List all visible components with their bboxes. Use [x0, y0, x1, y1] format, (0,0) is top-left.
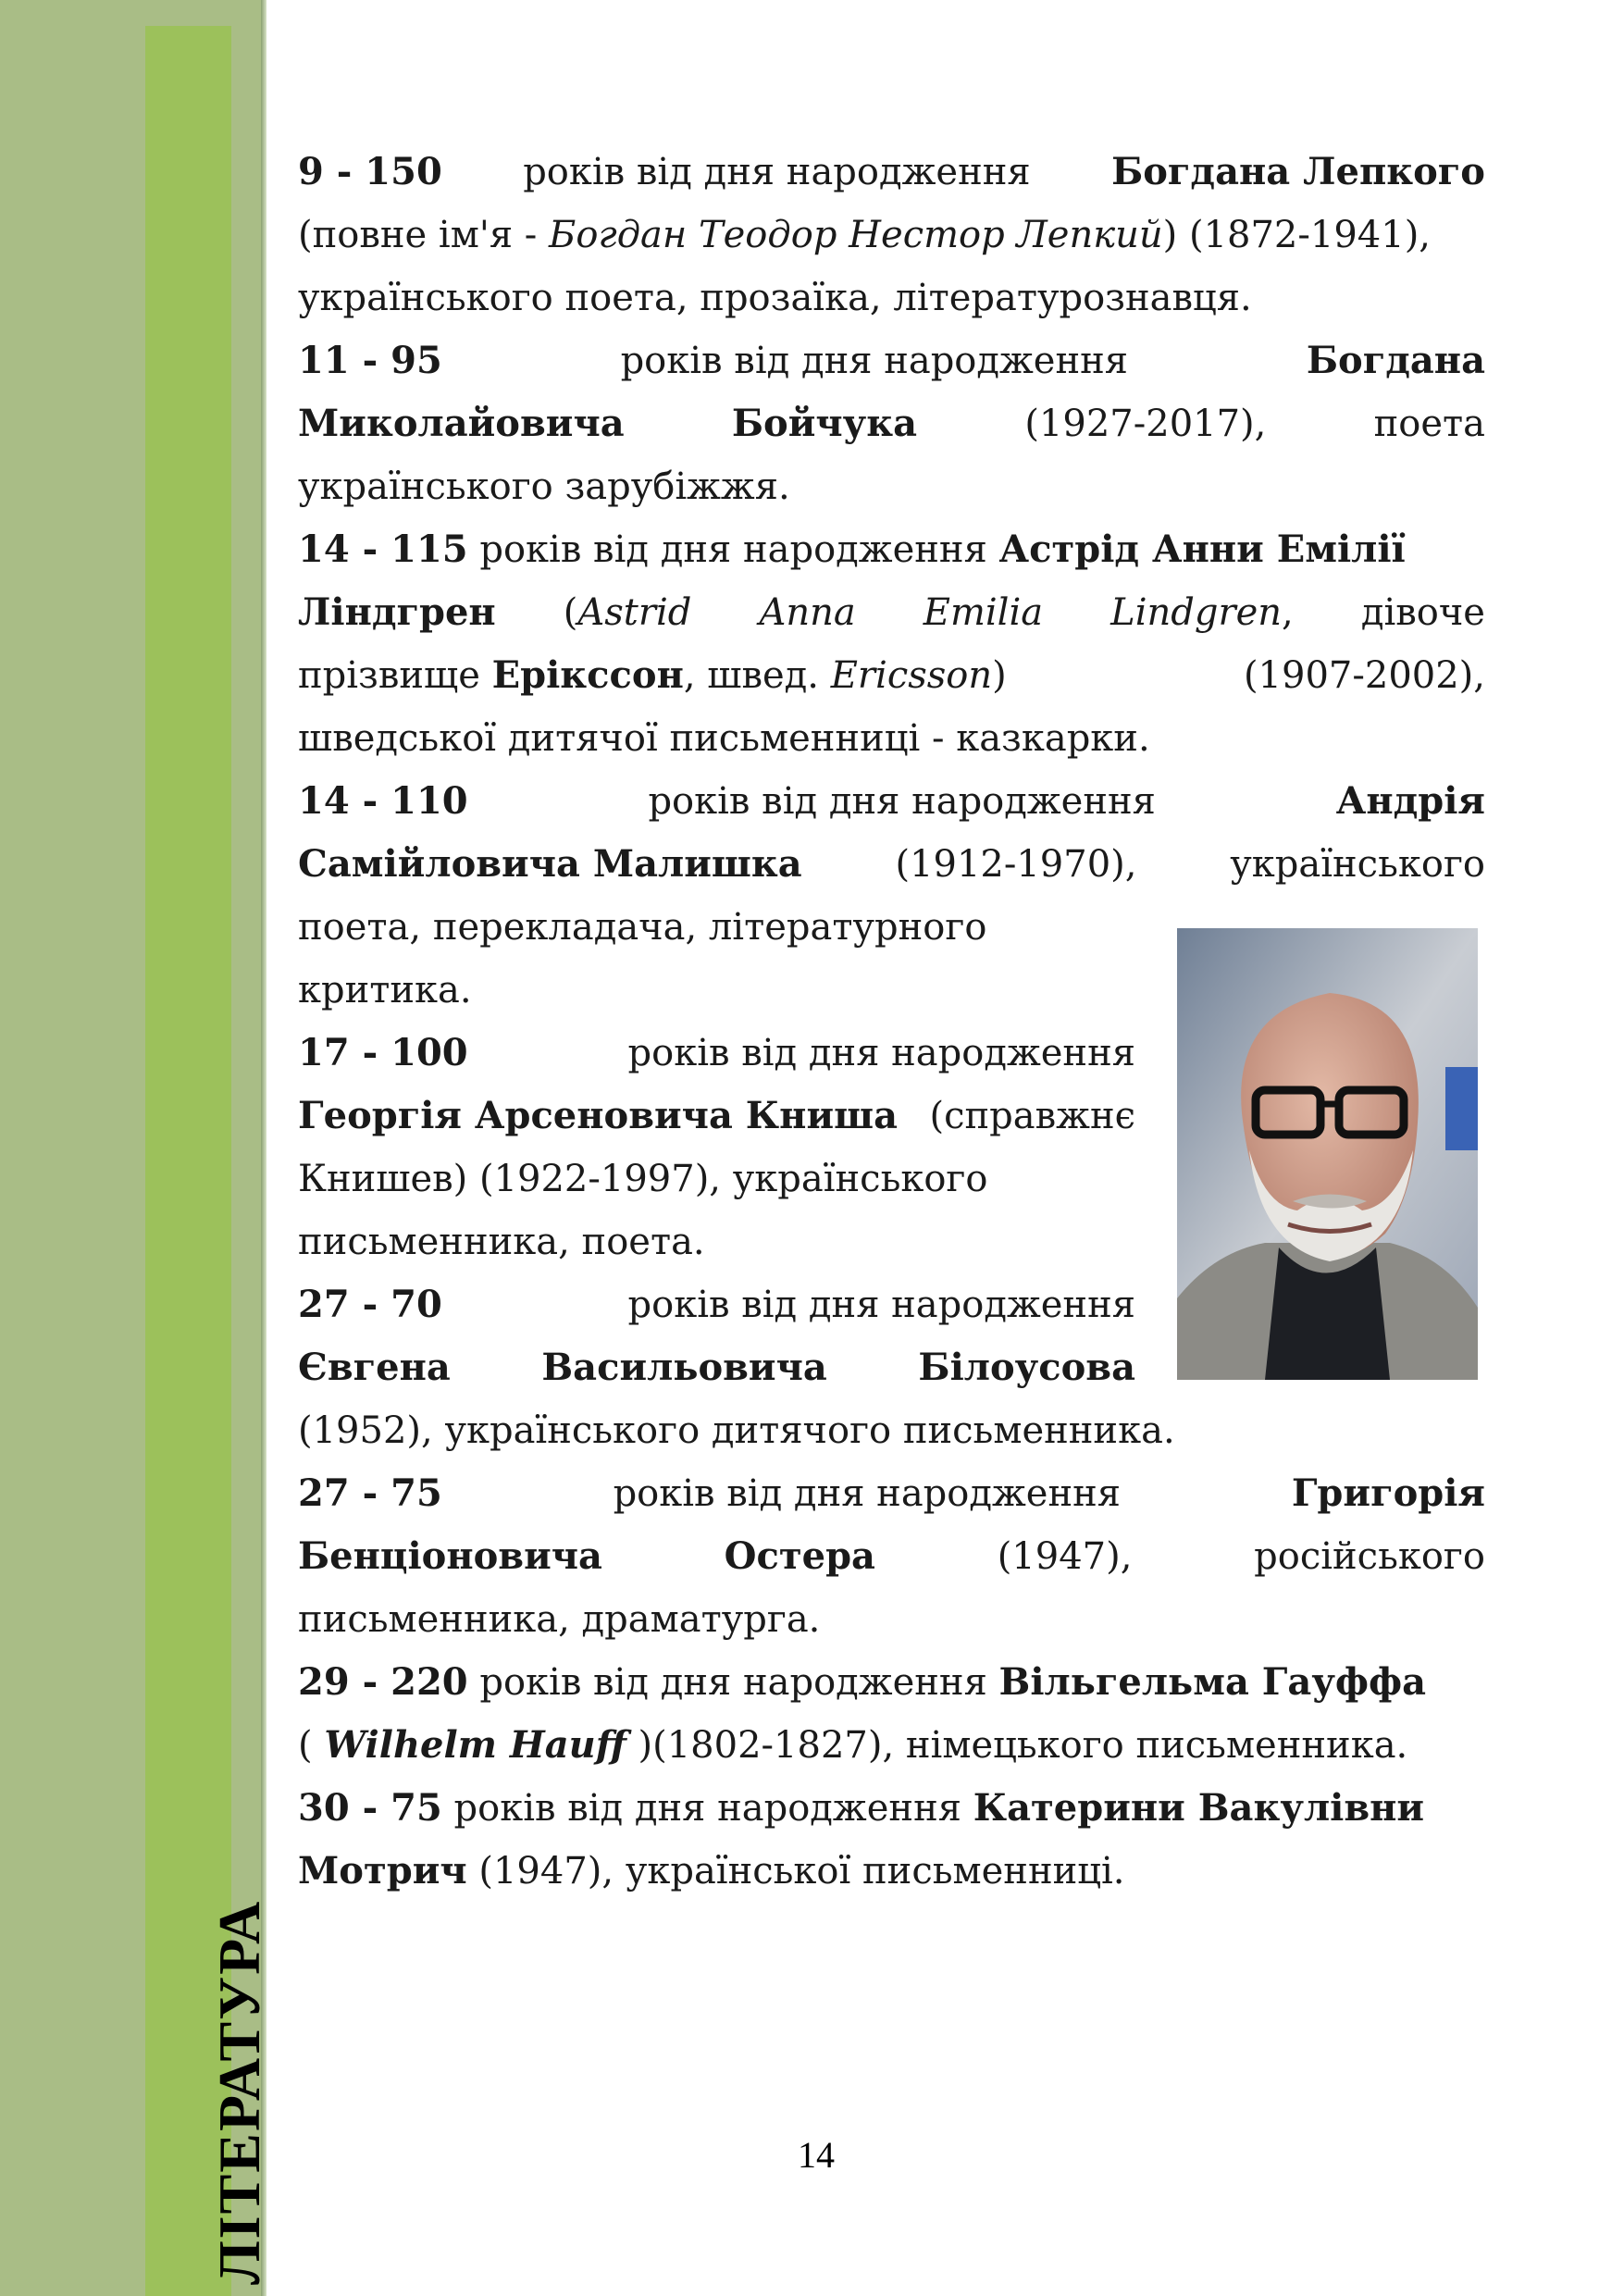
entry-years: (1912-1970), — [895, 843, 1137, 886]
list-item: 27 - 70 років від дня народження Євгена Васильовича Білоусова (1952), українського дитячого письменника. — [298, 1273, 1485, 1462]
sidebar-title: ЛІТЕРАТУРА — [206, 1899, 272, 2285]
entry-date: 14 - 110 — [298, 779, 468, 823]
entry-name: Вільгельма Гауффа — [998, 1660, 1426, 1704]
entry-date: 11 - 95 — [298, 339, 442, 382]
list-item: 29 - 220 років від дня народження Вільгельма Гауффа ( Wilhelm Hauff )(1802-1827), німецького письменника. — [298, 1660, 1426, 1767]
entry-name: Андрія — [1335, 779, 1485, 823]
list-item: 14 - 115 років від дня народження Астрід Анни Емілії Ліндгрен (Astrid Anna Emilia Lindgren, дівоче прізвище Ерікссон, швед. Ericsson) (1907-2002), шведської дитячої письменниці - казкарки. — [298, 527, 1485, 760]
entry-full-name: Богдан Теодор Нестор Лепкий — [549, 214, 1163, 256]
entry-date: 30 - 75 — [298, 1786, 442, 1830]
entry-name: Григорія — [1291, 1471, 1485, 1515]
list-item: 30 - 75 років від дня народження Катерини Вакулівни Мотрич (1947), української письменниці. — [298, 1786, 1425, 1893]
list-item: 14 - 110 років від дня народження Андрія Самійловича Малишка (1912-1970), українського поета, перекладача, літературного критика. — [298, 770, 1485, 1022]
entry-years: (1927-2017), — [1024, 403, 1267, 445]
entry-date: 27 - 70 — [298, 1283, 442, 1326]
entry-date: 17 - 100 — [298, 1031, 468, 1074]
portrait-photo — [1177, 928, 1478, 1380]
entry-years: (1947), — [997, 1535, 1133, 1578]
entry-date: 29 - 220 — [298, 1660, 468, 1704]
entry-name: Катерини Вакулівни — [973, 1786, 1425, 1830]
entry-name: Богдана Лепкого — [1111, 150, 1485, 193]
entry-date: 27 - 75 — [298, 1471, 442, 1515]
entry-date: 14 - 115 — [298, 527, 468, 571]
list-item: 17 - 100 років від дня народження Георгія Арсеновича Книша (справжнє Книшев) (1922-1997), українського письменника, поета. — [298, 1022, 1485, 1273]
entry-name: Богдана — [1306, 339, 1485, 382]
entry-name: Астрід Анни Емілії — [998, 527, 1406, 571]
entry-name: Євгена — [298, 1346, 451, 1389]
list-item: 27 - 75 років від дня народження Григорія Бенціоновича Остера (1947), російського письменника, драматурга. — [298, 1462, 1485, 1651]
page-number: 14 — [798, 2134, 835, 2176]
list-item: 9 - 150 років від дня народження Богдана Лепкого (повне ім'я - Богдан Теодор Нестор Лепкий) (1872-1941), українського поета, прозаїка, літературознавця. — [298, 141, 1485, 329]
list-item: 11 - 95 років від дня народження Богдана Миколайовича Бойчука (1927-2017), поета українського зарубіжжя. — [298, 329, 1485, 518]
entry-date: 9 - 150 — [298, 150, 442, 193]
entry-name: Георгія Арсеновича Книша — [298, 1094, 899, 1137]
entry-years: (1907-2002), — [1243, 654, 1485, 697]
